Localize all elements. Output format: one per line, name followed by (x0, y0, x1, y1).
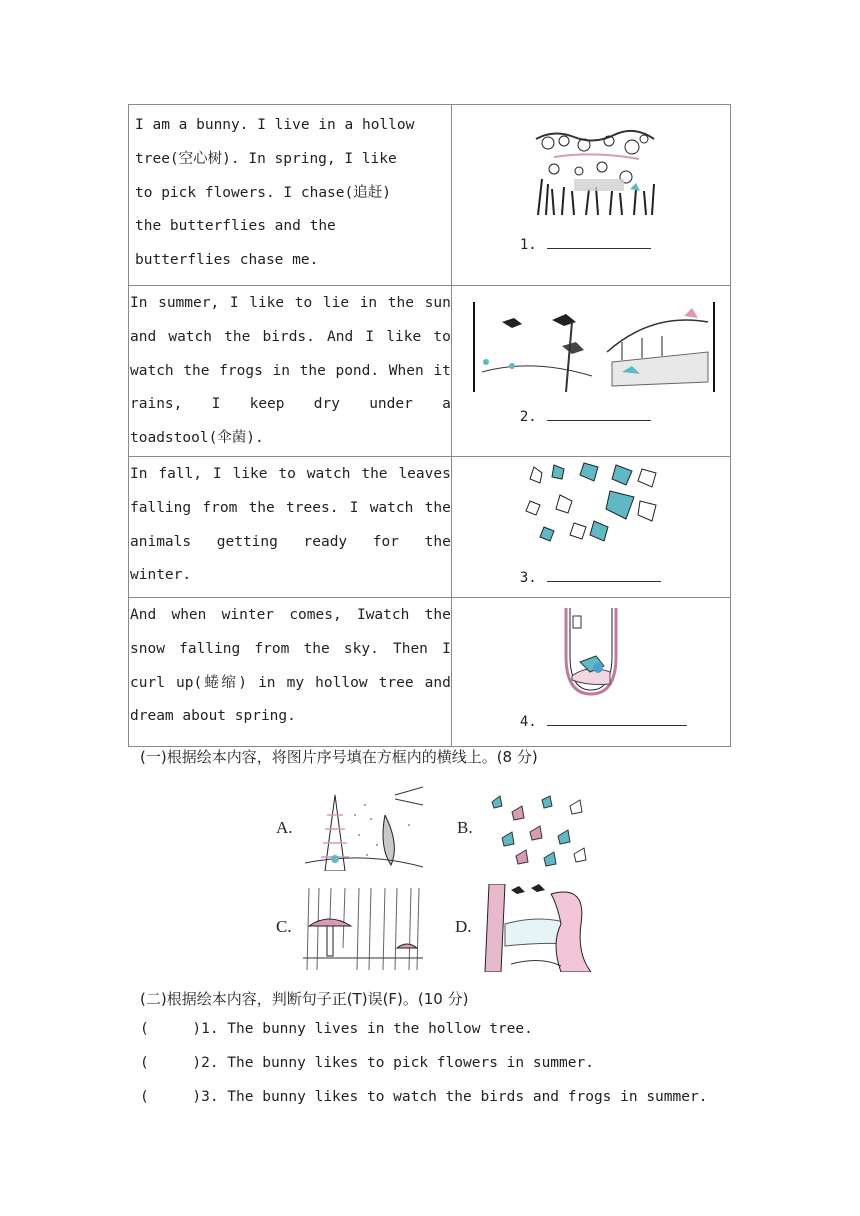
passage-line: butterflies chase me. (135, 252, 319, 269)
passage-line: toadstool(伞菌). (130, 430, 264, 447)
passage-line: dream about spring. (130, 708, 296, 725)
passage-line: In summer, I like to lie in the sun (130, 295, 451, 311)
passage-line: to pick flowers. I chase(追赶) (135, 184, 391, 201)
answer-blank-1[interactable] (547, 234, 651, 249)
answer-3 (520, 567, 661, 586)
passage-line: I am a bunny. I live in a hollow (135, 117, 415, 133)
winter-hollow-tree-image (558, 606, 624, 696)
option-c-label: C. (276, 917, 292, 936)
passage-line: falling from the trees. I watch the (130, 499, 451, 516)
answer-number: 4. (519, 713, 537, 730)
option-d-summer-image (481, 884, 591, 972)
passage-line: And when winter comes, Iwatch the (130, 606, 451, 623)
option-a-label: A. (276, 818, 293, 837)
spring-flowers-image (534, 129, 656, 215)
story-table (128, 104, 731, 747)
summer-birds-image (472, 302, 716, 392)
option-c-rain-image (303, 888, 423, 970)
passage-cell-1 (129, 105, 452, 286)
passage-cell-2 (129, 286, 452, 457)
passage-line: rains, I keep dry under a (130, 396, 451, 413)
passage-line: curl up(蜷缩) in my hollow tree and (130, 674, 451, 691)
option-a-winter-image (305, 785, 423, 871)
answer-number: 3. (519, 569, 537, 586)
passage-line: animals getting ready for the (130, 533, 451, 550)
answer-2 (520, 406, 651, 425)
picture-cell-3 (451, 456, 730, 597)
story-row-1 (129, 105, 731, 286)
section1-title: (一)根据绘本内容，将图片序号填在方框内的横线上。(8 分) (140, 748, 538, 766)
answer-number: 2. (519, 409, 537, 425)
passage-line: watch the frogs in the pond. When it (130, 362, 451, 379)
answer-1 (520, 234, 651, 253)
story-row-4 (129, 597, 731, 746)
option-b-label: B. (457, 818, 473, 837)
answer-blank-3[interactable] (547, 567, 661, 582)
story-row-2 (129, 286, 731, 457)
passage-line: tree(空心树). In spring, I like (135, 150, 397, 167)
answer-blank-2[interactable] (547, 406, 651, 421)
passage-cell-4 (129, 597, 452, 746)
picture-cell-2 (451, 286, 730, 457)
passage-line: and watch the birds. And I like to (130, 328, 451, 345)
option-b-butterflies-image (482, 792, 592, 872)
answer-number: 1. (519, 237, 537, 253)
passage-cell-3 (129, 456, 452, 597)
story-row-3 (129, 456, 731, 597)
fall-leaves-image (524, 461, 664, 547)
picture-cell-1 (451, 105, 730, 286)
passage-line: snow falling from the sky. Then I (130, 640, 451, 657)
passage-line: winter. (130, 567, 192, 584)
answer-blank-4[interactable] (547, 711, 687, 726)
tf-question-3: ( )3. The bunny likes to watch the birds and frogs in summer. (140, 1089, 708, 1105)
answer-4 (520, 711, 687, 730)
section2-title: (二)根据绘本内容，判断句子正(T)误(F)。(10 分) (140, 990, 469, 1008)
passage-line: the butterflies and the (135, 218, 336, 235)
tf-question-2: ( )2. The bunny likes to pick flowers in summer. (140, 1055, 594, 1071)
picture-cell-4 (451, 597, 730, 746)
tf-question-1: ( )1. The bunny lives in the hollow tree. (140, 1021, 533, 1037)
passage-line: In fall, I like to watch the leaves (130, 465, 451, 482)
option-d-label: D. (455, 917, 472, 936)
